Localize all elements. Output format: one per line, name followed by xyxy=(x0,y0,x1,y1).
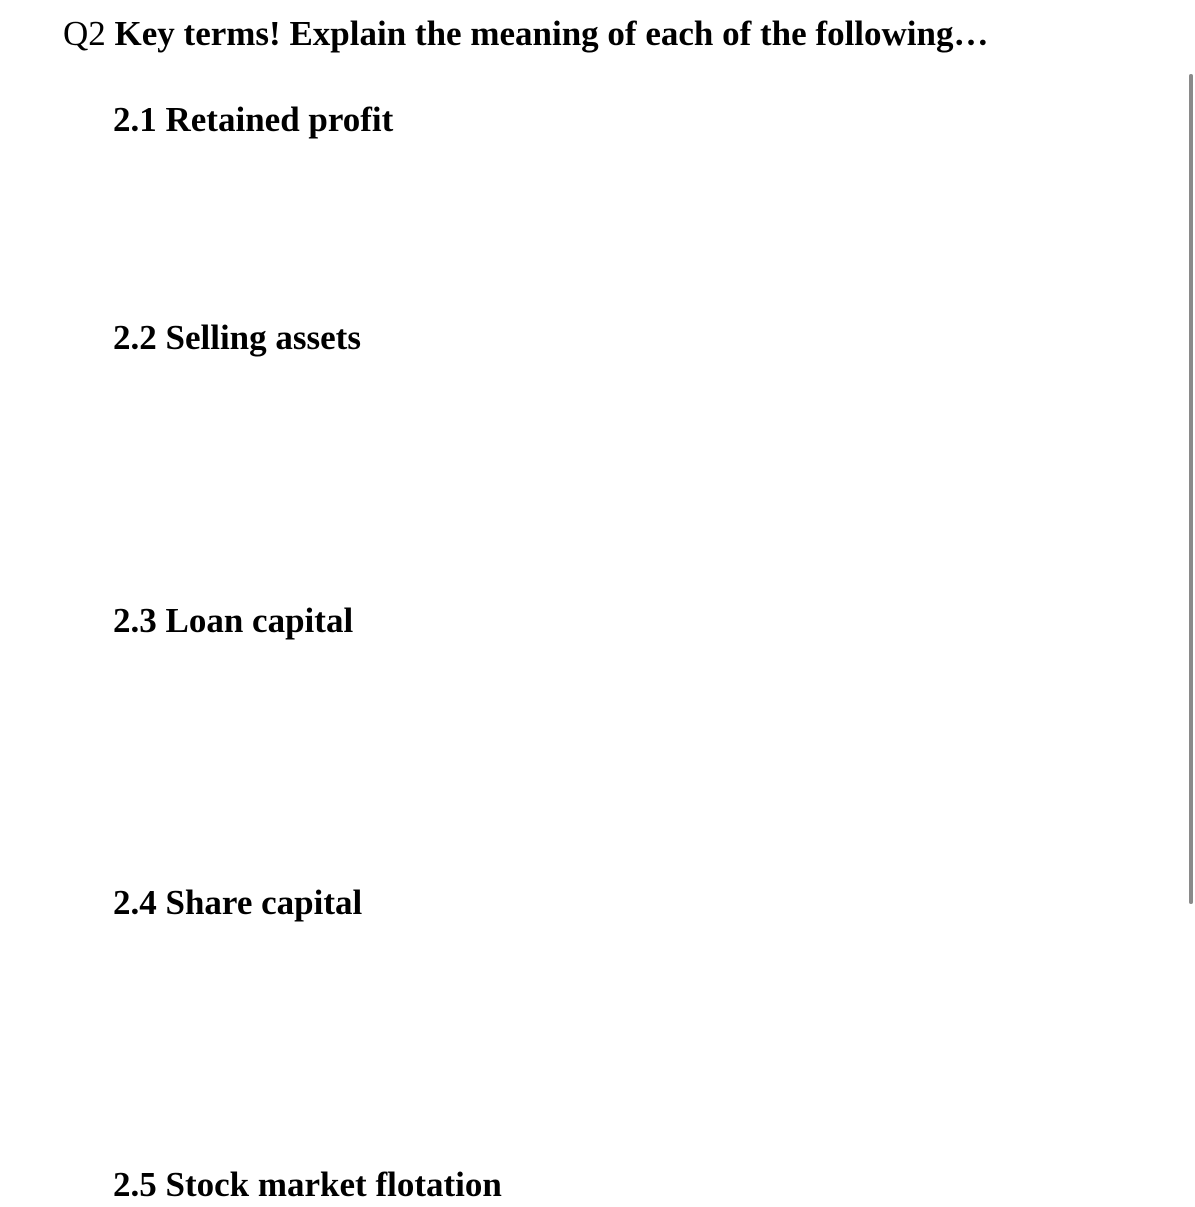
scrollbar[interactable] xyxy=(1189,74,1193,904)
question-heading xyxy=(63,12,989,56)
question-title: Key terms! Explain the meaning of each of the following… xyxy=(114,14,989,53)
term-share-capital: 2.4 Share capital xyxy=(113,883,363,922)
question-number: Q2 xyxy=(63,14,106,53)
term-loan-capital: 2.3 Loan capital xyxy=(113,601,354,640)
term-stock-market-flotation: 2.5 Stock market flotation xyxy=(113,1165,502,1204)
term-retained-profit: 2.1 Retained profit xyxy=(113,100,394,139)
term-selling-assets: 2.2 Selling assets xyxy=(113,318,361,357)
